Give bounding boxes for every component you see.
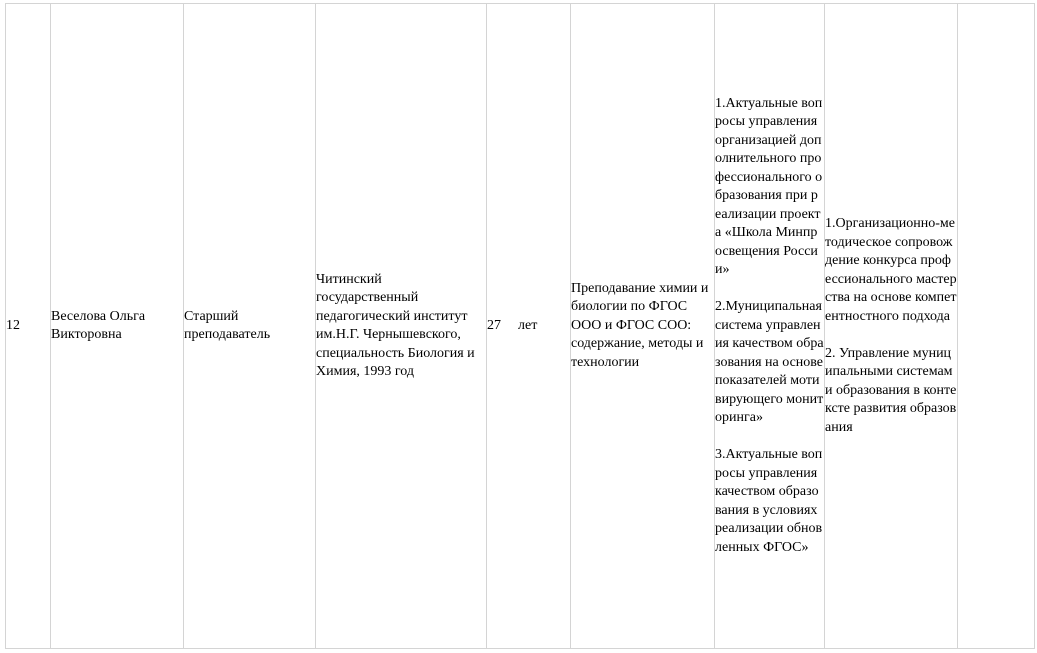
program-item: 1.Организационно-методическое сопровождение конкурса профессионального мастерства на основе компетентностного подхода [825, 216, 957, 324]
full-name: Веселова Ольга Викторовна [51, 308, 146, 342]
program-item: 2. Управление муниципальными системами образования в контексте развития образования [825, 345, 957, 435]
training-course-item: 2.Муниципальная система управления качеством образования на основе показателей мотивирующего мониторинга» [715, 299, 824, 426]
experience-cell [487, 4, 571, 649]
training-course-item: 1.Актуальные вопросы управления организацией дополнительного профессионального образования при реализации проекта «Школа Минпросвещения России» [715, 95, 823, 278]
experience-years: 27 [487, 317, 501, 333]
programs-cell [825, 4, 958, 649]
subjects-cell [571, 4, 715, 649]
row-number: 12 [6, 317, 20, 333]
subjects: Преподавание химии и биологии по ФГОС ООО и ФГОС СОО: содержание, методы и технологии [571, 280, 709, 370]
experience-unit: лет [518, 317, 538, 333]
education: Читинский государственный педагогический институт им.Н.Г. Чернышевского, специальность Биология и Химия, 1993 год [316, 271, 475, 379]
education-cell [316, 4, 487, 649]
training-courses-cell [715, 4, 825, 649]
empty-cell [958, 4, 1035, 649]
position: Старший преподаватель [184, 308, 271, 342]
position-cell [184, 4, 316, 649]
row-number-cell [6, 4, 51, 649]
staff-table [5, 3, 1035, 649]
table-row [6, 4, 1035, 649]
full-name-cell [51, 4, 184, 649]
training-course-item: 3.Актуальные вопросы управления качеством образования в условиях реализации обновленных ФГОС» [715, 447, 823, 555]
